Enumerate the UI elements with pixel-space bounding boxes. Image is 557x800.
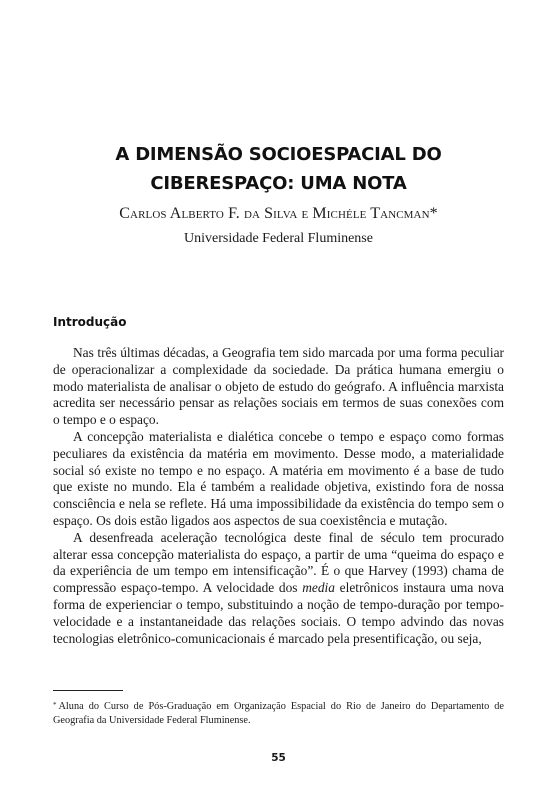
paragraph-3-part-1: A desenfreada aceleração tecnológica deste final de século tem procurado alterar essa concepção materialista do espaço, a partir de uma “queima do espaço e da experiência de um tempo em intensificação”. É o que Harvey (1993) chama de compressão espaço-tempo. A velocidade dos xyxy=(53,529,504,596)
footnote-marker: * xyxy=(53,701,57,709)
paragraph-1: Nas três últimas décadas, a Geografia tem sido marcada por uma forma peculiar de operacionalizar a complexidade da sociedade. Da prática humana emergiu o modo materialista de analisar o objeto de estudo do geógrafo. A influência marxista acredita ser necessário pensar as relações sociais em termos de suas conexões com o tempo e o espaço. xyxy=(53,345,504,428)
body-text xyxy=(53,345,504,647)
footnote-divider xyxy=(53,690,123,691)
footnote-text: Aluna do Curso de Pós-Graduação em Organização Espacial do Rio de Janeiro do Departamento de Geografia da Universidade Federal Fluminense. xyxy=(53,701,504,726)
title-line-2: CIBERESPAÇO: UMA NOTA xyxy=(150,173,407,194)
title-line-1: A DIMENSÃO SOCIOESPACIAL DO xyxy=(115,144,442,165)
paper-page xyxy=(53,0,504,800)
section-heading: Introdução xyxy=(53,315,127,329)
author-line: Carlos Alberto F. da Silva e Michéle Tancman* xyxy=(119,205,438,222)
media-term: media xyxy=(302,580,335,596)
paragraph-3-part-2: eletrônicos instaura uma nova forma de experienciar o tempo, substituindo a noção de tempo-duração por tempo-velocidade e a instantaneidade das relações sociais. O tempo advindo das novas tecnologias eletrônico-comunicacionais é marcado pela presentificação, ou seja, xyxy=(53,580,504,646)
paragraph-2: A concepção materialista e dialética concebe o tempo e espaço como formas peculiares da existência da matéria em movimento. Desse modo, a materialidade social só existe no tempo e no espaço. A matéria em movimento é a base de tudo que existe no mundo. Ela é também a realidade objetiva, existindo fora de nossa consciência e nela se reflete. Há uma impossibilidade da existência do tempo sem o espaço. Os dois estão ligados aos aspectos de sua coexistência e mutação. xyxy=(53,428,504,528)
paper-title xyxy=(53,140,504,198)
paragraph-3 xyxy=(53,530,504,648)
affiliation: Universidade Federal Fluminense xyxy=(184,231,373,246)
footnote xyxy=(53,700,504,727)
page-number: 55 xyxy=(271,752,286,764)
